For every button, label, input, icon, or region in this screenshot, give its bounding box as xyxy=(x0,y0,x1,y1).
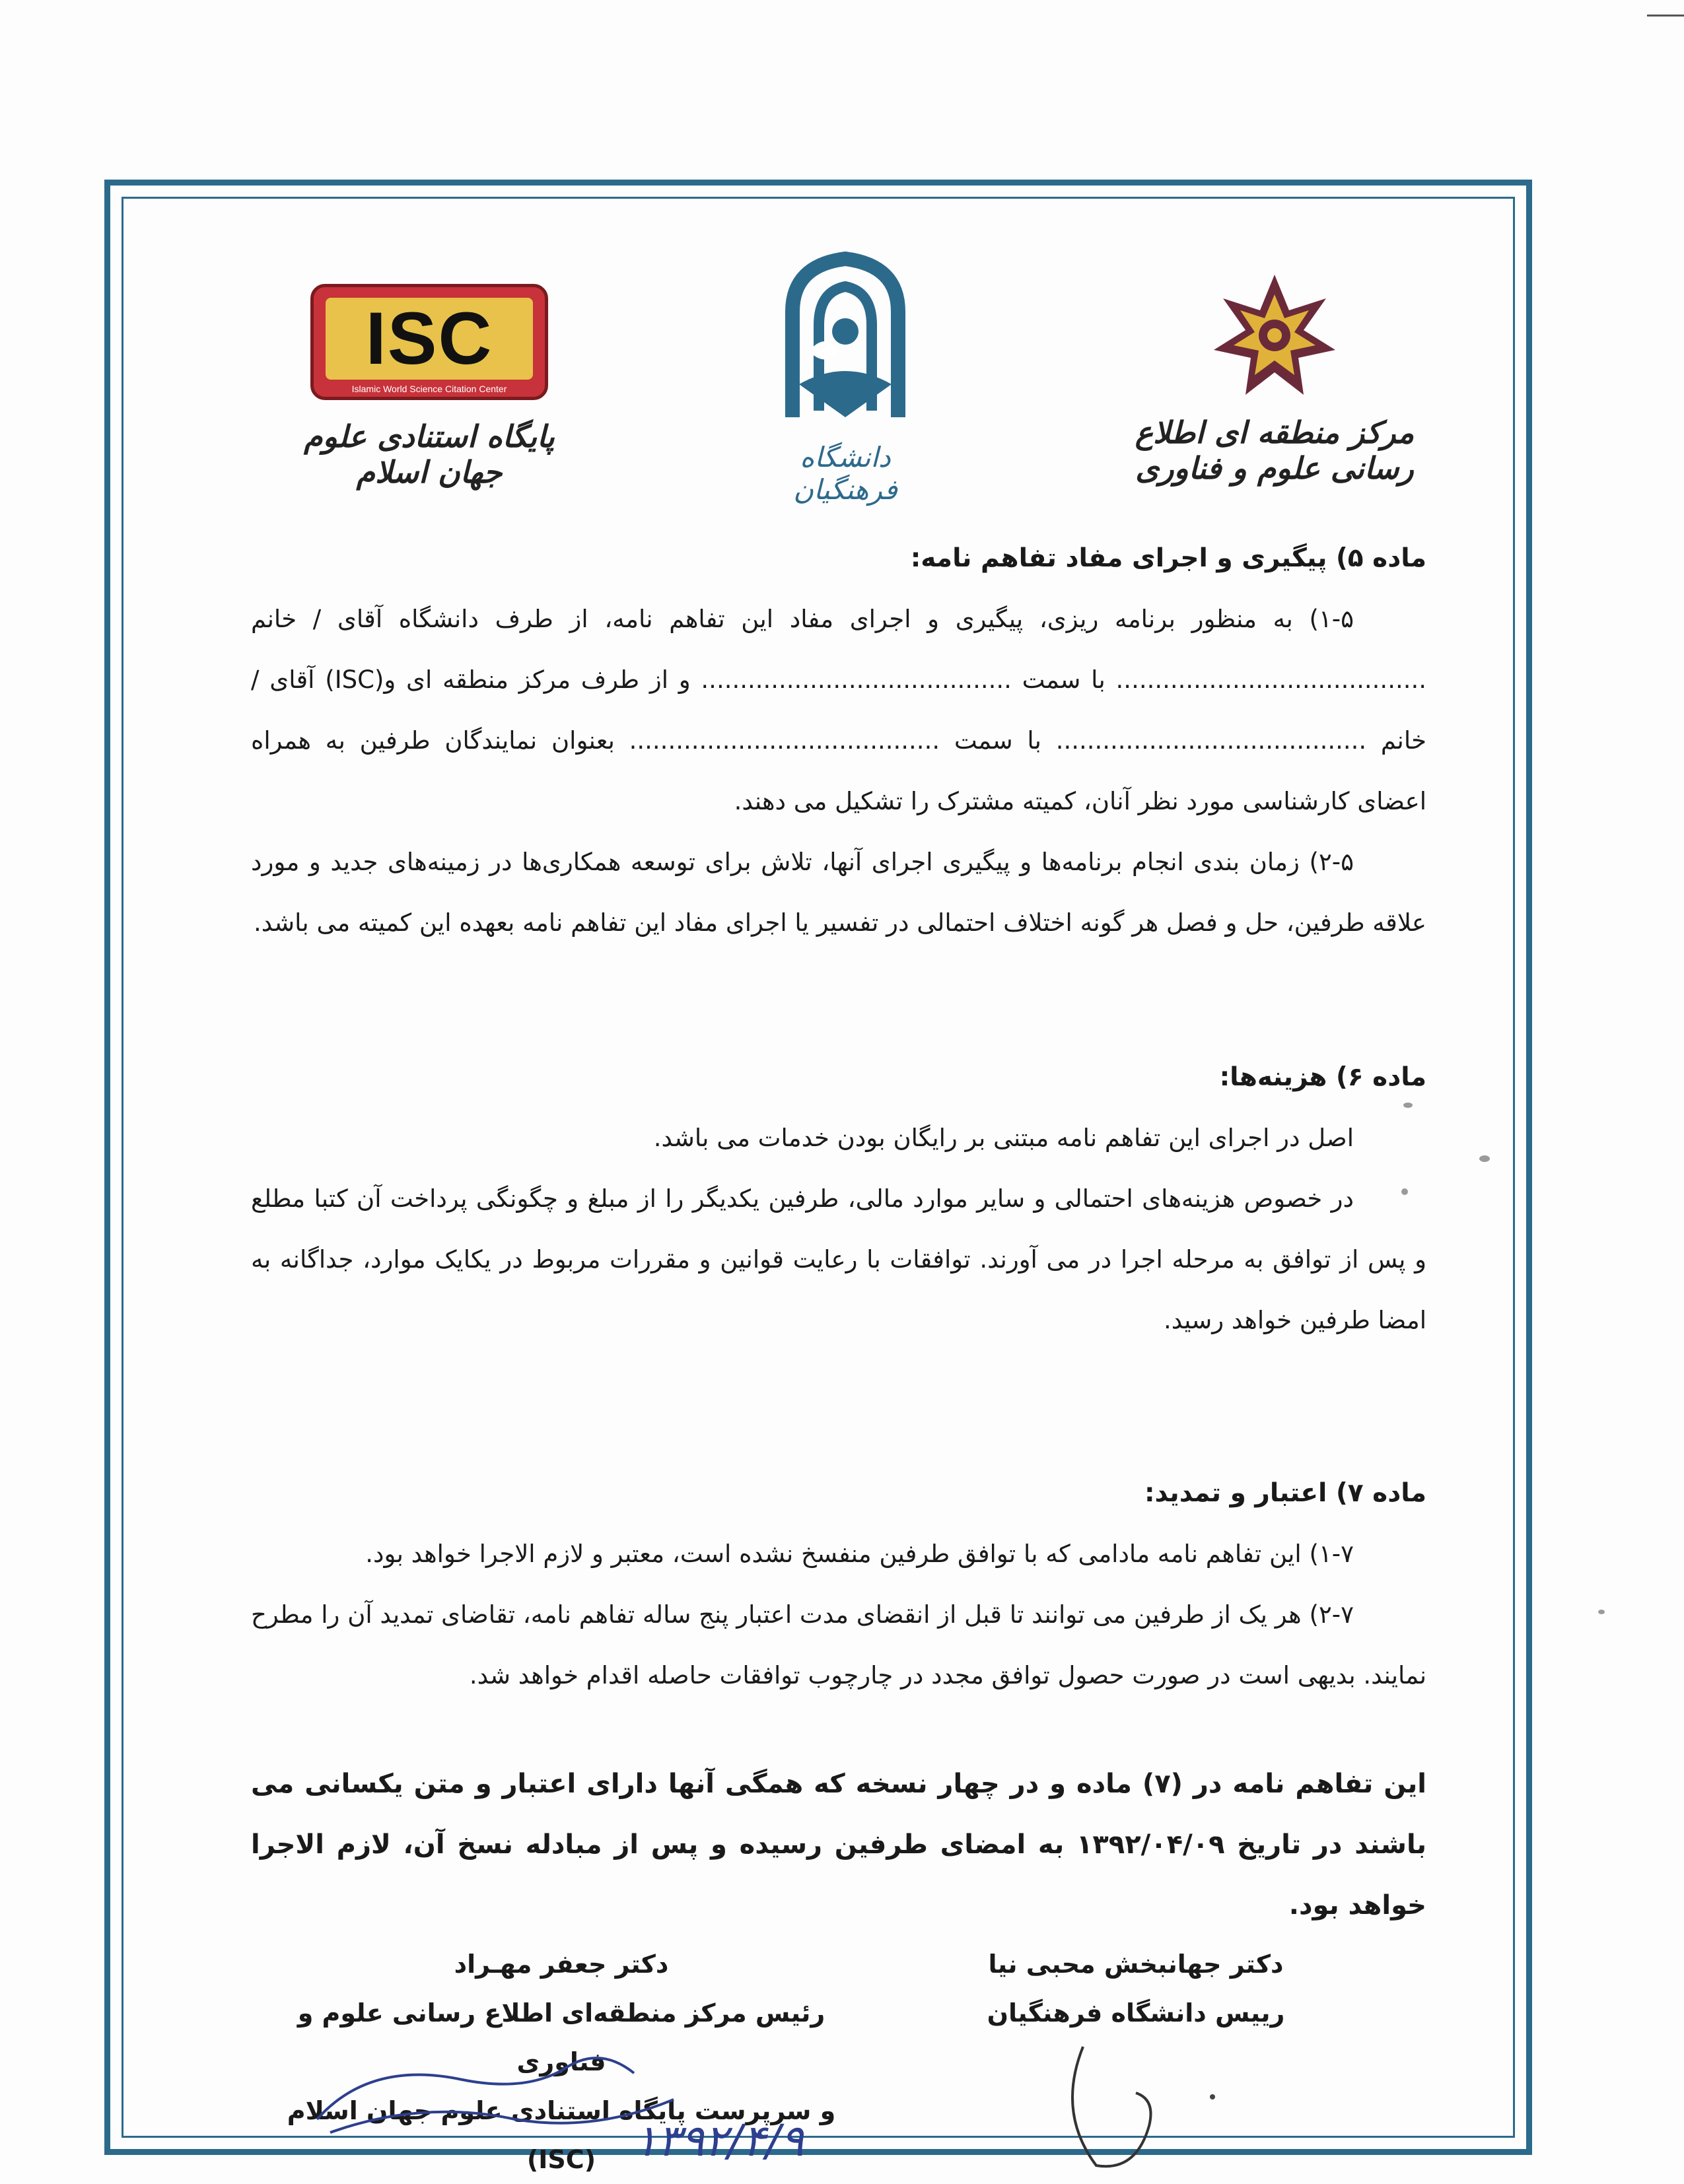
isc-logo xyxy=(291,284,568,490)
article-5-clause-1: ۱-۵) به منظور برنامه ریزی، پیگیری و اجرای مفاد این تفاهم نامه، از طرف دانشگاه آقای / خانم ........................................ با سمت ........................................ و از طرف مرکز منطقه ای و(ISC) آقای / خانم ........................................ با سمت ........................................ بعنوان نمایندگان طرفین به همراه اعضای کارشناسی مورد نظر آنان، کمیته مشترک را تشکیل می دهند. xyxy=(251,605,1426,815)
isc-badge-text: ISC xyxy=(365,297,493,380)
article-5-clause-2: ۲-۵) زمان بندی انجام برنامه‌ها و پیگیری اجرای آنها، تلاش برای توسعه همکاری‌ها در زمینه‌های جدید و مورد علاقه طرفین، حل و فصل هر گونه اختلاف احتمالی در تفسیر یا اجرای مفاد این تفاهم نامه بعهده این کمیته می باشد. xyxy=(251,848,1426,937)
farhangian-emblem-icon xyxy=(773,252,918,437)
article-7 xyxy=(251,1463,1426,1706)
scan-speck xyxy=(1403,1103,1413,1108)
handwritten-signature-left xyxy=(291,2020,804,2178)
closing-statement: این تفاهم نامه در (۷) ماده و در چهار نسخه که همگی آنها دارای اعتبار و متن یکسانی می باشند در تاریخ ۱۳۹۲/۰۴/۰۹ به امضای طرفین رسیده و پس از مبادله نسخ آن، لازم الاجرا خواهد بود. xyxy=(251,1769,1427,1921)
handwritten-date: ۱۳۹۲/۴/۹ xyxy=(634,2115,804,2166)
ricest-caption: مرکز منطقه ای اطلاع رسانی علوم و فناوری xyxy=(1135,415,1415,486)
scan-speck xyxy=(1210,2094,1215,2099)
isc-caption: پایگاه استنادی علوم جهان اسلام xyxy=(304,419,555,490)
article-6-clause-2: در خصوص هزینه‌های احتمالی و سایر موارد مالی، طرفین یکدیگر را از مبلغ و چگونگی پرداخت آن کتبا مطلع و پس از توافق به مرحله اجرا در می آورند. توافقات با رعایت قوانین و مقررات مربوط در یکایک موارد، جداگانه به امضا طرفین خواهد رسید. xyxy=(251,1184,1426,1334)
article-6 xyxy=(251,1047,1426,1351)
article-7-clause-2: ۲-۷) هر یک از طرفین می توانند تا قبل از انقضای مدت اعتبار پنج ساله تفاهم نامه، تقاضای تمدید آن را مطرح نمایند. بدیهی است در صورت حصول توافق مجدد در چارچوب توافقات حاصله اقدام خواهد شد. xyxy=(251,1600,1426,1689)
signatory-right-name: دکتر جهانبخش محبی نیا xyxy=(988,1950,1284,1979)
farhangian-university-logo xyxy=(759,252,931,506)
signatory-left-name: دکتر جعفر مهـراد xyxy=(454,1950,669,1979)
isc-badge xyxy=(310,284,548,400)
article-7-clause-1: ۱-۷) این تفاهم نامه مادامی که با توافق طرفین منفسخ نشده است، معتبر و لازم الاجرا خواهد بود. xyxy=(365,1540,1354,1568)
farhangian-caption: دانشگاه فرهنگیان xyxy=(793,441,897,506)
isc-badge-subtext: Islamic World Science Citation Center xyxy=(351,384,507,394)
article-6-heading: ماده ۶) هزینه‌ها: xyxy=(1219,1062,1426,1092)
article-7-heading: ماده ۷) اعتبار و تمدید: xyxy=(1144,1478,1426,1508)
signatory-right-title: رییس دانشگاه فرهنگیان xyxy=(987,1998,1285,2028)
handwritten-signature-right xyxy=(1043,2033,1215,2178)
article-5 xyxy=(251,528,1426,953)
scan-speck xyxy=(1479,1155,1490,1162)
article-5-heading: ماده ۵) پیگیری و اجرای مفاد تفاهم نامه: xyxy=(910,543,1426,573)
signatory-left-title-2: و سرپرست پایگاه استنادی علوم جهان اسلام (ISC) xyxy=(287,2096,836,2174)
signatory-left-title: رئیس مرکز منطقه‌ای اطلاع رسانی علوم و فناوری xyxy=(297,1998,825,2076)
scan-speck xyxy=(1401,1188,1408,1195)
signature-block-right xyxy=(977,1940,1294,2037)
scan-corner-mark xyxy=(1647,15,1684,17)
ricest-star-icon xyxy=(1195,269,1354,401)
scan-speck xyxy=(1598,1610,1605,1614)
article-6-clause-1: اصل در اجرای این تفاهم نامه مبتنی بر رایگان بودن خدمات می باشد. xyxy=(653,1124,1354,1152)
ricest-logo xyxy=(1096,269,1453,486)
